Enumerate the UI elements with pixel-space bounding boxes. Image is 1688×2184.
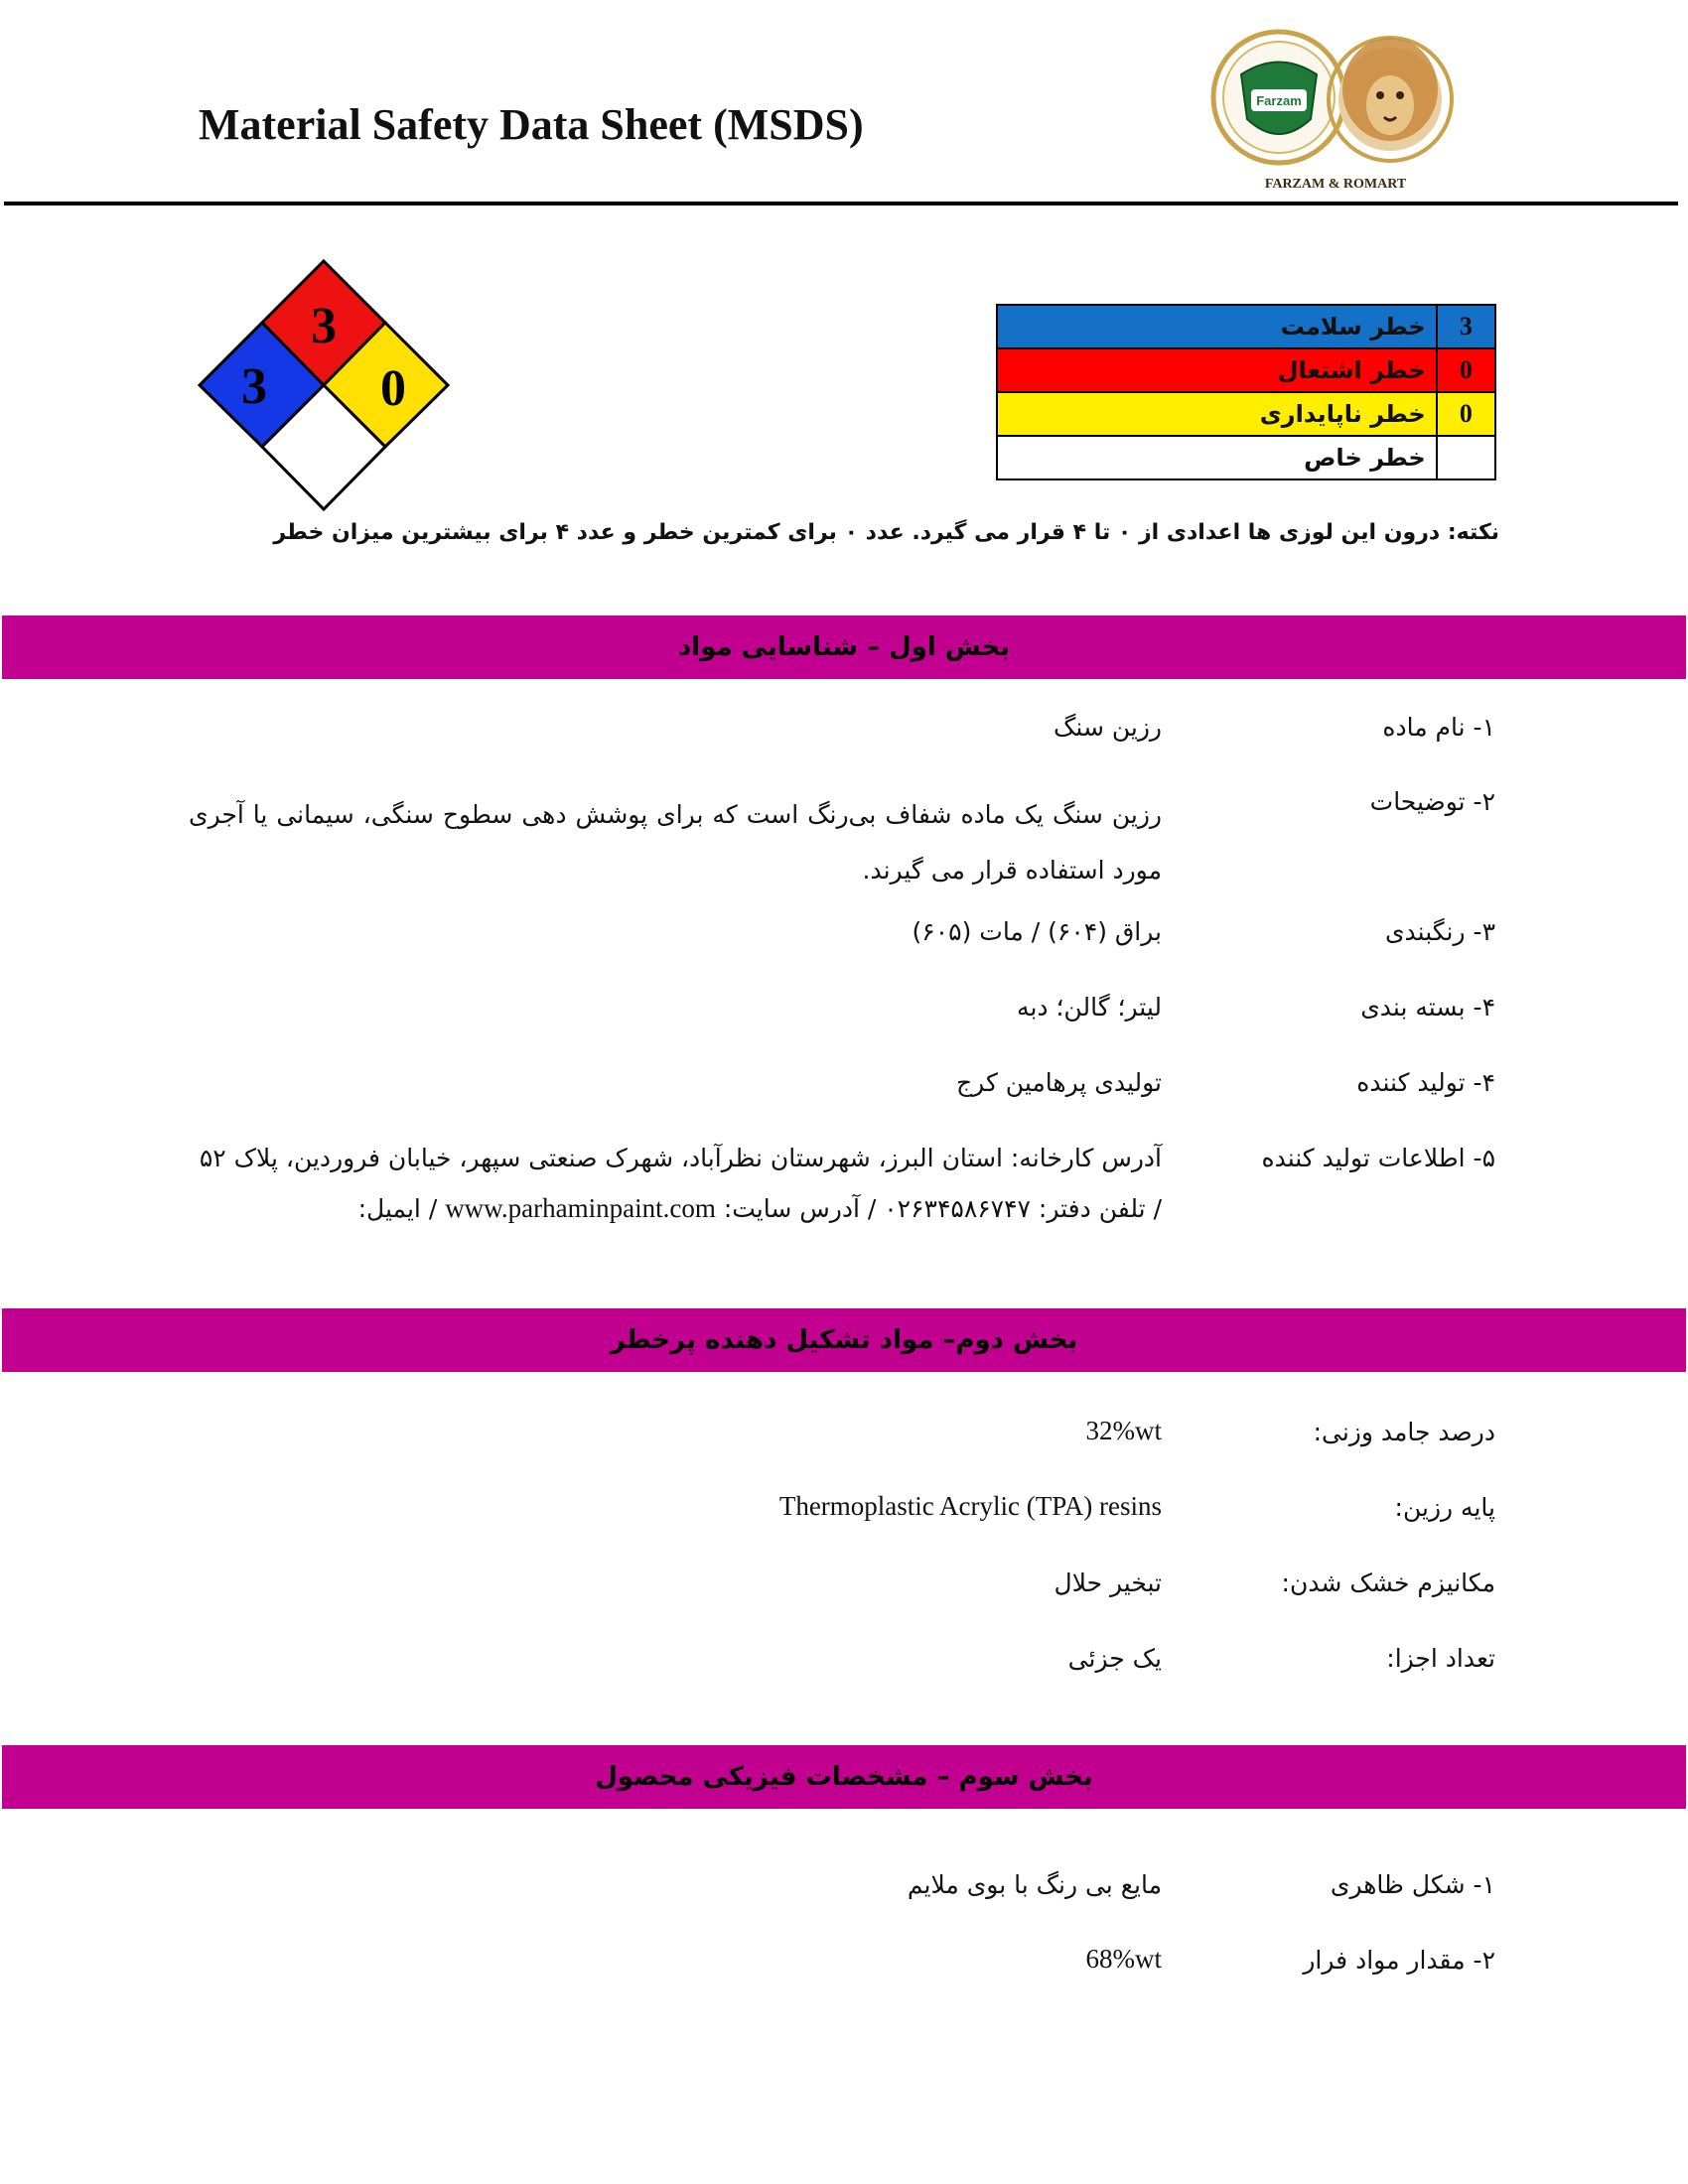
hazard-row — [997, 392, 1495, 436]
field-label-volatile-content: ۲- مقدار مواد فرار — [1303, 1946, 1495, 1975]
hazard-value: 3 — [1437, 305, 1495, 348]
field-label-resin-base: پایه رزین: — [1394, 1493, 1495, 1522]
field-value-factory-address: آدرس کارخانه: استان البرز، شهرستان نظرآباد، شهرک صنعتی سپهر، خیابان فروردین، پلاک ۵۲ — [199, 1144, 1162, 1172]
field-label-packaging: ۴- بسته بندی — [1360, 993, 1495, 1022]
hazard-value: 0 — [1437, 348, 1495, 392]
email-label: / ایمیل: — [357, 1194, 446, 1223]
hazard-rating-table — [996, 304, 1496, 480]
hazard-value: 0 — [1437, 392, 1495, 436]
hazard-label: خطر سلامت — [997, 305, 1437, 348]
hazard-row — [997, 305, 1495, 348]
field-value-components: یک جزئی — [1067, 1644, 1162, 1673]
field-label-solid-content: درصد جامد وزنی: — [1313, 1418, 1495, 1446]
field-value-drying-mechanism: تبخیر حلال — [1054, 1569, 1162, 1597]
document-title: Material Safety Data Sheet (MSDS) — [199, 100, 864, 149]
section-2-header: بخش دوم– مواد تشکیل دهنده پرخطر — [2, 1308, 1686, 1372]
field-label-components: تعداد اجزا: — [1386, 1644, 1495, 1673]
website-link[interactable]: www.parhaminpaint.com — [445, 1193, 716, 1223]
nfpa-instability-value: 0 — [380, 360, 406, 417]
field-label-appearance: ۱- شکل ظاهری — [1330, 1870, 1495, 1899]
nfpa-health-value: 3 — [241, 358, 267, 415]
field-label-material-name: ۱- نام ماده — [1382, 713, 1495, 742]
field-value-appearance: مایع بی رنگ با بوی ملایم — [907, 1870, 1162, 1899]
field-value-volatile-content: 68%wt — [1085, 1944, 1162, 1974]
hazard-label: خطر خاص — [997, 436, 1437, 479]
company-logo — [1201, 20, 1470, 199]
field-value-packaging: لیتر؛ گالن؛ دبه — [1017, 993, 1162, 1022]
field-label-manufacturer-info: ۵- اطلاعات تولید کننده — [1261, 1144, 1495, 1172]
hazard-row — [997, 348, 1495, 392]
office-phone-and-site-label: / تلفن دفتر: ۰۲۶۳۴۵۸۶۷۴۷ / آدرس سایت: — [715, 1194, 1162, 1223]
field-label-color-range: ۳- رنگبندی — [1384, 917, 1495, 946]
section-1-header: بخش اول – شناسایی مواد — [2, 615, 1686, 679]
field-value-solid-content: 32%wt — [1085, 1416, 1162, 1445]
hazard-value — [1437, 436, 1495, 479]
field-label-manufacturer: ۴- تولید کننده — [1356, 1068, 1495, 1097]
field-value-description: رزین سنگ یک ماده شفاف بی‌رنگ است که برای پوشش دهی سطوح سنگی، سیمانی یا آجری مورد استفاده قرار می گیرند. — [189, 800, 1162, 885]
field-label-description: ۲- توضیحات — [1369, 787, 1495, 816]
hazard-label: خطر اشتعال — [997, 348, 1437, 392]
field-value-material-name: رزین سنگ — [1054, 713, 1162, 742]
section-3-header: بخش سوم – مشخصات فیزیکی محصول — [2, 1745, 1686, 1809]
field-value-color-range: براق (۶۰۴) / مات (۶۰۵) — [912, 917, 1162, 946]
logo-caption: FARZAM & ROMART — [1264, 177, 1407, 192]
field-value-manufacturer: تولیدی پرهامین کرج — [956, 1068, 1162, 1097]
header-divider — [4, 202, 1678, 205]
field-label-drying-mechanism: مکانیزم خشک شدن: — [1281, 1569, 1495, 1597]
nfpa-note: نکته: درون این لوزی ها اعدادی از ۰ تا ۴ قرار می گیرد. عدد ۰ برای کمترین خطر و عدد ۴ برای بیشترین میزان خطر — [273, 520, 1499, 545]
nfpa-diamond — [195, 256, 453, 514]
logo-text: Farzam — [1256, 93, 1302, 108]
nfpa-flammability-value: 3 — [311, 298, 337, 354]
field-value-resin-base: Thermoplastic Acrylic (TPA) resins — [778, 1491, 1162, 1521]
hazard-row — [997, 436, 1495, 479]
field-value-contact-line — [189, 1193, 1162, 1224]
hazard-label: خطر ناپایداری — [997, 392, 1437, 436]
